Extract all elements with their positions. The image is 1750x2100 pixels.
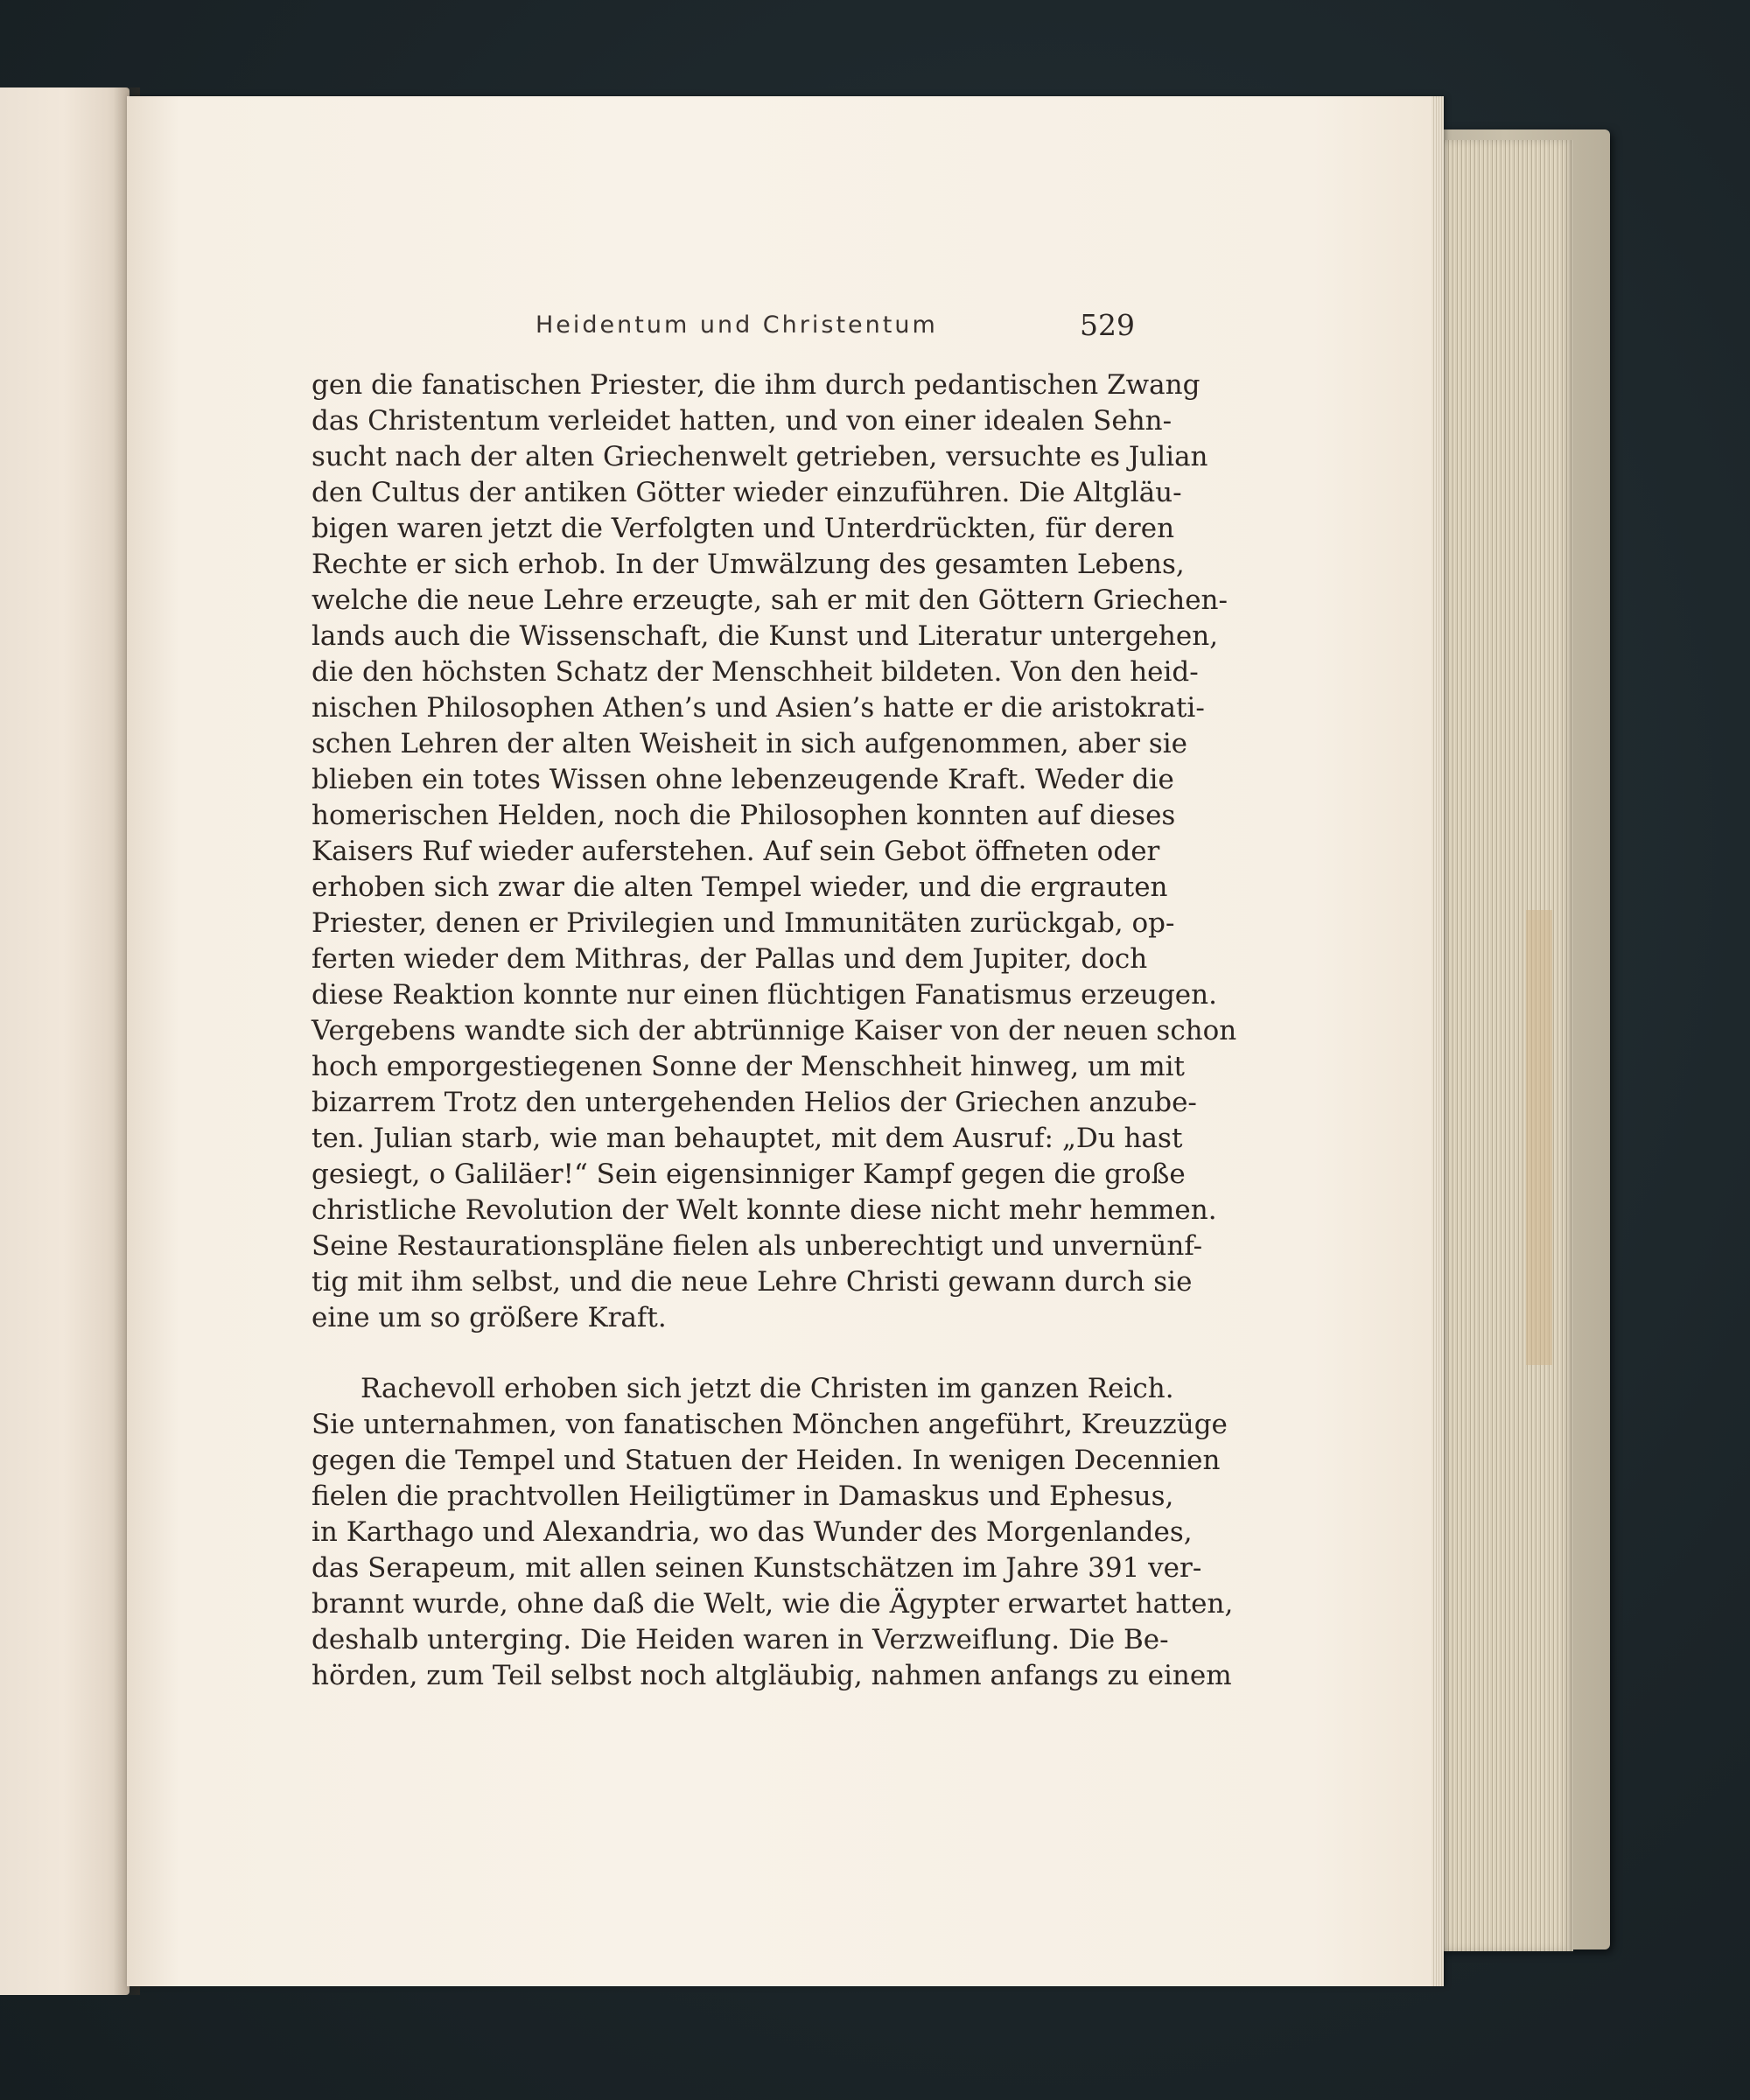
text-line: lands auch die Wissenschaft, die Kunst und Literatur untergehen,: [312, 620, 1219, 652]
page-header: [536, 308, 1135, 350]
text-line: die den höchsten Schatz der Menschheit bildeten. Von den heid-: [312, 656, 1199, 688]
text-line: hörden, zum Teil selbst noch altgläubig, nahmen anfangs zu einem: [312, 1660, 1232, 1691]
text-line: gen die fanatischen Priester, die ihm durch pedantischen Zwang: [312, 369, 1200, 401]
text-line: nischen Philosophen Athen’s und Asien’s hatte er die aristokrati-: [312, 692, 1205, 724]
text-line: blieben ein totes Wissen ohne lebenzeugende Kraft. Weder die: [312, 764, 1174, 795]
discoloration: [1526, 910, 1552, 1365]
left-facing-page: [0, 88, 130, 1995]
text-line: Sie unternahmen, von fanatischen Mönchen angeführt, Kreuzzüge: [312, 1409, 1228, 1440]
paragraph: [312, 368, 1237, 1336]
text-line: Rachevoll erhoben sich jetzt die Christen im ganzen Reich.: [360, 1373, 1174, 1404]
page-number: 529: [1080, 308, 1135, 342]
text-line: das Christentum verleidet hatten, und von einer idealen Sehn-: [312, 405, 1172, 437]
text-line: bizarrem Trotz den untergehenden Helios der Griechen anzube-: [312, 1087, 1197, 1118]
paragraph: [312, 1371, 1234, 1694]
text-line: schen Lehren der alten Weisheit in sich aufgenommen, aber sie: [312, 728, 1188, 760]
text-line: christliche Revolution der Welt konnte diese nicht mehr hemmen.: [312, 1194, 1217, 1226]
text-line: gesiegt, o Galiläer!“ Sein eigensinniger Kampf gegen die große: [312, 1158, 1186, 1190]
text-line: eine um so größere Kraft.: [312, 1302, 667, 1334]
text-line: Rechte er sich erhob. In der Umwälzung des gesamten Lebens,: [312, 549, 1185, 580]
text-line: Vergebens wandte sich der abtrünnige Kaiser von der neuen schon: [312, 1015, 1237, 1046]
page-edges: [1442, 140, 1573, 1951]
body-text: [312, 368, 1237, 1694]
text-line: ten. Julian starb, wie man behauptet, mit dem Ausruf: „Du hast: [312, 1123, 1183, 1154]
paragraph-gap: [312, 1336, 1132, 1371]
text-line: hoch emporgestiegenen Sonne der Menschheit hinweg, um mit: [312, 1051, 1185, 1082]
text-line: ferten wieder dem Mithras, der Pallas und dem Jupiter, doch: [312, 943, 1148, 975]
text-line: brannt wurde, ohne daß die Welt, wie die Ägypter erwartet hatten,: [312, 1588, 1234, 1620]
text-line: welche die neue Lehre erzeugte, sah er mit den Göttern Griechen-: [312, 584, 1228, 616]
text-line: bigen waren jetzt die Verfolgten und Unterdrückten, für deren: [312, 513, 1175, 544]
text-line: in Karthago und Alexandria, wo das Wunder des Morgenlandes,: [312, 1516, 1193, 1548]
text-line: sucht nach der alten Griechenwelt getrieben, versuchte es Julian: [312, 441, 1208, 472]
text-line: Kaisers Ruf wieder auferstehen. Auf sein Gebot öffneten oder: [312, 836, 1160, 867]
running-title: Heidentum und Christentum: [536, 312, 938, 339]
text-line: erhoben sich zwar die alten Tempel wieder, und die ergrauten: [312, 872, 1168, 903]
text-line: deshalb unterging. Die Heiden waren in Verzweiflung. Die Be-: [312, 1624, 1169, 1656]
text-line: Priester, denen er Privilegien und Immunitäten zurückgab, op-: [312, 907, 1175, 939]
text-line: homerischen Helden, noch die Philosophen konnten auf dieses: [312, 800, 1176, 831]
text-line: tig mit ihm selbst, und die neue Lehre Christi gewann durch sie: [312, 1266, 1193, 1298]
text-line: Seine Restaurationspläne fielen als unberechtigt und unvernünf-: [312, 1230, 1203, 1262]
text-line: das Serapeum, mit allen seinen Kunstschätzen im Jahre 391 ver-: [312, 1552, 1202, 1584]
text-line: den Cultus der antiken Götter wieder einzuführen. Die Altgläu-: [312, 477, 1182, 508]
text-line: diese Reaktion konnte nur einen flüchtigen Fanatismus erzeugen.: [312, 979, 1217, 1011]
text-line: gegen die Tempel und Statuen der Heiden. In wenigen Decennien: [312, 1445, 1221, 1476]
text-line: fielen die prachtvollen Heiligtümer in Damaskus und Ephesus,: [312, 1480, 1174, 1512]
